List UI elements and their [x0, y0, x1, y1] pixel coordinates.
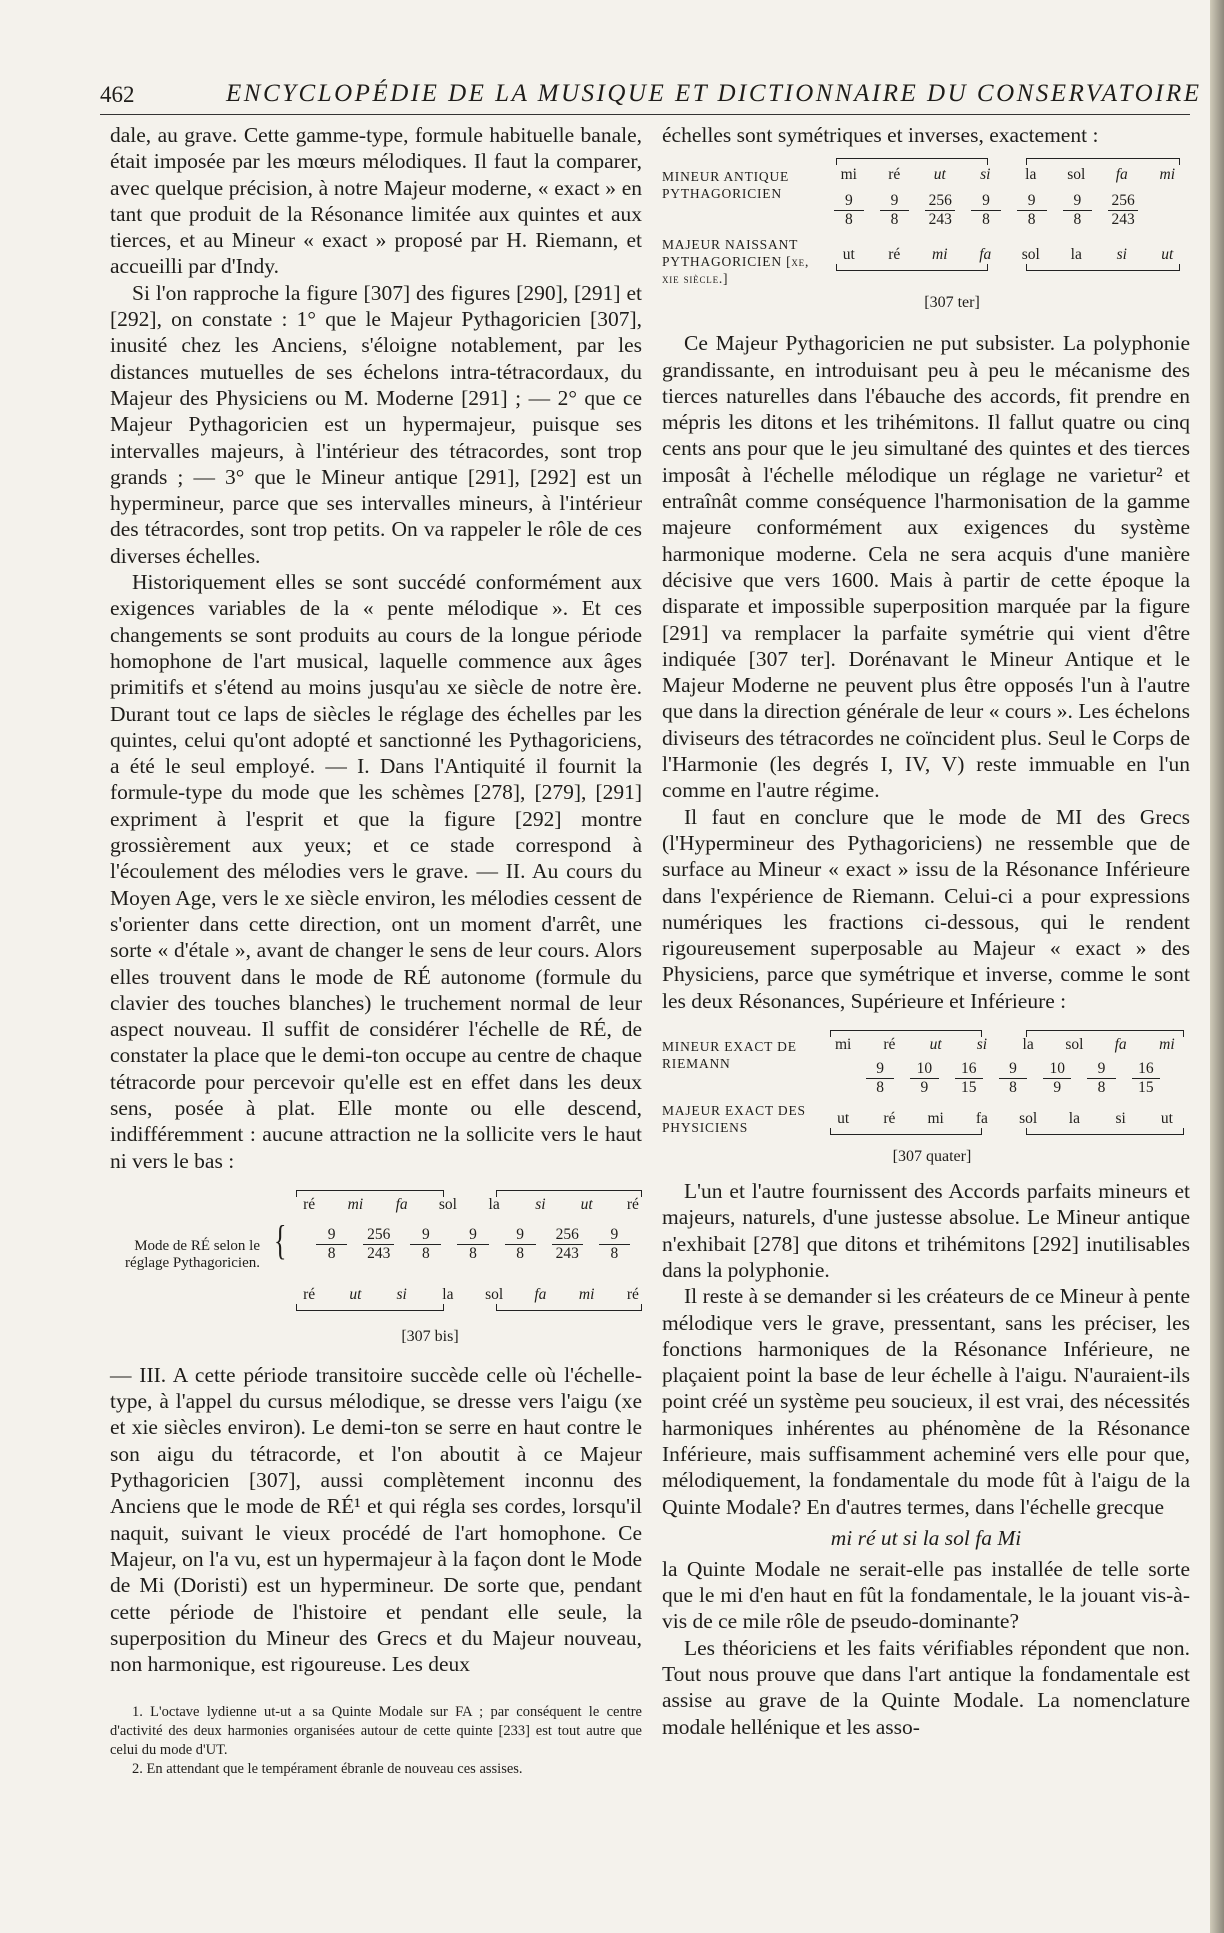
note-name: si — [535, 1195, 546, 1213]
ratio-denominator: 8 — [469, 1244, 477, 1262]
note-name: si — [396, 1285, 407, 1303]
note-name: la — [488, 1195, 500, 1213]
note-name: si — [1115, 1110, 1126, 1128]
ratio-denominator: 8 — [844, 211, 853, 229]
ratio — [872, 192, 918, 229]
paragraph: Il reste à se demander si les créateurs de ce Mineur à pente mélodique vers le grave, pressentant, sans les préciser, les fonctions harmoniques de la Résonance Inférieure, ne plaçaient point la base de leur échelle à l'aigu. N'auraient-ils point créé un système peu soucieux, il est vrai, des nécessités harmoniques inhérentes au phénomène de la Résonance Inférieure, mais suffisamment acheminé vers elle pour que, mélodiquement, la fondamentale du mode fût à l'aigu de la Quinte Modale? En d'autres termes, dans l'échelle grecque — [662, 1284, 1190, 1519]
figure-label-bottom: MAJEUR EXACT DES PHYSICIENS — [662, 1103, 806, 1136]
note-name: mi — [578, 1285, 595, 1303]
ratio-numerator: 9 — [1063, 192, 1093, 211]
ratio — [1124, 1060, 1168, 1097]
ratio — [1009, 192, 1055, 229]
ratio-denominator: 243 — [928, 211, 952, 229]
figure-label-bottom: MAJEUR NAISSANT PYTHAGORICIEN [xe, xie siècle.] — [662, 237, 810, 287]
ratio-row — [308, 1226, 638, 1263]
note-name: mi — [347, 1195, 364, 1213]
ratio-numerator: 9 — [834, 192, 864, 211]
note-name: ré — [626, 1195, 639, 1213]
ratio — [826, 192, 872, 229]
note-name: sol — [485, 1285, 504, 1303]
ratio-denominator: 8 — [610, 1244, 619, 1262]
note-name: sol — [1019, 1110, 1038, 1128]
note-name: ré — [883, 1036, 896, 1054]
ratio-denominator: 8 — [1073, 211, 1082, 229]
footnote: 1. L'octave lydienne ut-ut a sa Quinte Modale sur FA ; par conséquent le centre d'activité des deux harmonies organisées autour de cette quinte [233] est tout autre que celui du mode d'UT. — [110, 1704, 642, 1759]
note-name: si — [1116, 246, 1127, 264]
ratio-denominator: 15 — [1138, 1079, 1154, 1097]
ratio-numerator: 10 — [1043, 1060, 1071, 1079]
note-name: fa — [1114, 1036, 1127, 1054]
ratio — [1079, 1060, 1123, 1097]
note-name: fa — [1115, 166, 1128, 184]
ratio — [858, 1060, 902, 1097]
note-name: sol — [1067, 166, 1086, 184]
figure-307-bis: Mode de RÉ selon le réglage Pythagoricien. { ré mi fa sol la si ut ré $\frac{9}{8}$ $\frac{256}{243}$ $\frac{9}{8}$ $\frac{9}{8}$ $\frac{9}{8}$ $\frac{256}{243}$ $\frac{9}{8}$ ré ut si la sol fa mi ré [307 bis] — [110, 1186, 642, 1356]
note-name: ré — [626, 1285, 639, 1303]
note-name: la — [1070, 246, 1082, 264]
figure-caption: [307 quater] — [892, 1148, 972, 1166]
paragraph: échelles sont symétriques et inverses, exactement : — [662, 123, 1099, 147]
ratio — [308, 1226, 355, 1263]
ratio — [591, 1226, 638, 1263]
note-name: la — [1022, 1036, 1034, 1054]
figure-label: Mode de RÉ selon le réglage Pythagoricien. — [125, 1237, 260, 1271]
ratio-denominator: 8 — [876, 1079, 885, 1097]
ratio-numerator: 9 — [880, 192, 910, 211]
ratio — [544, 1226, 591, 1263]
note-name: sol — [1065, 1036, 1084, 1054]
note-name: ut — [1160, 1110, 1173, 1128]
note-name: fa — [975, 1110, 988, 1128]
ratio — [902, 1060, 946, 1097]
note-name: ut — [842, 246, 855, 264]
ratio — [449, 1226, 496, 1263]
note-name: sol — [438, 1195, 457, 1213]
ratio — [497, 1226, 544, 1263]
figure-307-quater — [662, 1028, 1190, 1178]
note-name: mi — [840, 166, 857, 184]
note-name: ut — [349, 1285, 362, 1303]
ratio-numerator: 9 — [866, 1060, 894, 1079]
scale-top-row — [820, 1036, 1190, 1054]
note-name: fa — [395, 1195, 408, 1213]
ratio-denominator: 8 — [1027, 211, 1036, 229]
ratio-denominator: 8 — [327, 1244, 336, 1262]
right-column — [662, 122, 1190, 1740]
ratio — [1055, 192, 1101, 229]
paragraph: Ce Majeur Pythagoricien ne put subsister. La polyphonie grandissante, en introduisant peu à peu le mécanisme des tierces naturelles dans l'ébauche des accords, fit prendre en mépris les ditons et les trihémitons. Il fallut quatre ou cinq cents ans pour que le jeu simultané des quintes et des tierces imposât à l'échelle mélodique un réglage ne varietur² et entraînât comme conséquence l'harmonisation de la gamme majeure conformément aux exigences du système harmonique moderne. Cela ne sera acquis d'une manière décisive que vers 1600. Mais à partir de cette époque la disparate et impossible superposition marquée par la figure [291] va remplacer la parfaite symétrie qui vient d'être indiquée [307 ter]. Dorénavant le Mineur Antique et le Majeur Moderne ne peuvent plus être opposés l'un à l'autre que dans la direction générale de leur « cours ». Les échelons diviseurs des tétracordes ne coïncident plus. Seul le Corps de l'Harmonie (les degrés I, IV, V) reste immuable en l'un comme en l'autre régime. — [662, 331, 1190, 803]
note-name: sol — [1021, 246, 1040, 264]
figure-307-ter — [662, 152, 1190, 330]
ratio-numerator: 256 — [925, 192, 955, 211]
ratio-denominator: 8 — [421, 1244, 430, 1262]
ratio-numerator: 9 — [971, 192, 1001, 211]
paragraph: L'un et l'autre fournissent des Accords parfaits mineurs et majeurs, naturels, d'une justesse absolue. Le Mineur antique n'exhibait [278] que ditons et trihémitons [292] inutilisables dans la polyphonie. — [662, 1179, 1190, 1282]
paragraph: Historiquement elles se sont succédé conformément aux exigences variables de la « pente mélodique ». Et ces changements se sont produits au cours de la longue période homophone de l'art musical, laquelle commence aux âges primitifs et s'étend au moins jusqu'au xe siècle de notre ère. Durant tout ce laps de siècles le réglage des échelles par les quintes, celui qu'ont adopté et sanctionné les Pythagoriciens, a été le seul employé. — I. Dans l'Antiquité il fournit la formule-type du mode que les schèmes [278], [279], [291] expriment à l'esprit et que la figure [292] montre grossièrement aux yeux; et ce stade correspond à l'écoulement des mélodies vers le grave. — II. Au cours du Moyen Age, vers le xe siècle environ, les mélodies cessent de s'orienter dans cette direction, ont un moment d'arrêt, une sorte « d'étale », avant de changer le sens de leur cours. Alors elles trouvent dans le mode de RÉ autonome (formule du clavier des touches blanches) le truchement normal de leur aspect nouveau. Il suffit de considérer l'échelle de RÉ, de constater la place que le demi-ton occupe au centre de chaque tétracorde pour percevoir qu'elle est en effet dans les deux sens, posée à plat. Elle monte ou elle descend, indifféremment : aucune attraction ne la sollicite vers le haut ni vers le bas : — [110, 570, 642, 1173]
note-name: mi — [927, 1110, 944, 1128]
paragraph: Si l'on rapproche la figure [307] des figures [290], [291] et [292], on constate : 1° que le Majeur Pythagoricien [307], inusité chez les Anciens, s'éloigne notablement, par les distances mutuelles de ses échelons intra-tétracordaux, du Majeur des Physiciens ou M. Moderne [291] ; — 2° que ce Majeur Pythagoricien est un hypermajeur, puisque ses intervalles majeurs, à l'intérieur des tétracordes, sont trop grands ; — 3° que le Mineur antique [291], [292] est un hypermineur, parce que ses intervalles mineurs, à l'intérieur des tétracordes, sont trop petits. On va rappeler le rôle de ces diverses échelles. — [110, 280, 642, 568]
scale-top-row — [826, 166, 1190, 184]
ratio-numerator: 256 — [363, 1226, 394, 1245]
ratio-denominator: 8 — [516, 1244, 524, 1262]
ratio — [947, 1060, 991, 1097]
note-name: la — [442, 1285, 454, 1303]
footnote: 2. En attendant que le tempérament ébranle de nouveau ces assises. — [132, 1761, 523, 1778]
ratio-denominator: 15 — [960, 1079, 977, 1097]
note-name: ré — [883, 1110, 896, 1128]
note-name: ut — [580, 1195, 593, 1213]
note-name: fa — [534, 1285, 547, 1303]
figure-label-top: MINEUR EXACT DE RIEMANN — [662, 1039, 797, 1072]
note-name: ré — [888, 246, 901, 264]
note-name: mi — [1159, 166, 1175, 184]
note-name: ré — [888, 166, 901, 184]
note-name: ut — [933, 166, 946, 184]
ratio-row — [858, 1060, 1168, 1097]
page-header — [100, 78, 1202, 115]
ratio — [991, 1060, 1035, 1097]
ratio-denominator: 243 — [1111, 211, 1135, 229]
ratio-denominator: 243 — [367, 1244, 391, 1262]
scale-top-row — [286, 1196, 656, 1214]
ratio-numerator: 10 — [910, 1060, 938, 1079]
ratio-numerator: 9 — [457, 1226, 488, 1245]
ratio — [402, 1226, 449, 1263]
ratio-numerator: 9 — [599, 1226, 630, 1245]
ratio-denominator: 9 — [920, 1079, 929, 1097]
note-name: mi — [932, 246, 948, 264]
greek-scale-line: mi ré ut si la sol fa Mi — [830, 1525, 1022, 1550]
scale-bottom-row — [826, 246, 1190, 264]
note-name: si — [980, 166, 991, 184]
scale-bottom-row — [286, 1286, 656, 1304]
ratio — [963, 192, 1009, 229]
paragraph: la Quinte Modale ne serait-elle pas installée de telle sorte que le mi d'en haut en fût la fondamentale, le la jouant vis-à-vis de ce mile rôle de pseudo-dominante? — [662, 1556, 1190, 1634]
left-column — [110, 122, 642, 1779]
paragraph: Il faut en conclure que le mode de MI des Grecs (l'Hypermineur des Pythagoriciens) ne ressemble que de surface au Mineur « exact » issu de la Résonance Inférieure dans l'expérience de Riemann. Celui-ci a pour expressions numériques les fractions ci-dessous, qui le rendent rigoureusement superposable au Majeur « exact » des Physiciens, parce que symétrique et inverse, comme le sont les deux Résonances, Supérieure et Inférieure : — [662, 804, 1190, 1013]
note-name: ut — [929, 1036, 942, 1054]
ratio-numerator: 9 — [410, 1226, 441, 1245]
figure-caption: [307 bis] — [401, 1327, 459, 1345]
ratio-numerator: 9 — [505, 1226, 536, 1245]
page-number: 462 — [100, 82, 135, 107]
ratio-denominator: 8 — [1009, 1079, 1017, 1097]
ratio-numerator: 256 — [1108, 192, 1138, 211]
ratio-numerator: 256 — [552, 1226, 583, 1245]
footnotes — [110, 1703, 642, 1779]
note-name: ré — [303, 1195, 316, 1213]
ratio — [355, 1226, 402, 1263]
ratio-denominator: 8 — [890, 211, 899, 229]
ratio-numerator: 16 — [1132, 1060, 1160, 1079]
ratio-row — [826, 192, 1146, 229]
ratio-numerator: 9 — [1017, 192, 1047, 211]
note-name: mi — [1159, 1036, 1175, 1054]
ratio — [1035, 1060, 1079, 1097]
ratio-numerator: 9 — [316, 1226, 347, 1245]
ratio-denominator: 9 — [1053, 1079, 1062, 1097]
note-name: mi — [834, 1036, 852, 1054]
ratio-denominator: 243 — [555, 1244, 579, 1262]
paragraph: dale, au grave. Cette gamme-type, formule habituelle banale, était imposée par les mœurs mélodiques. Il faut la comparer, avec quelque précision, à notre Majeur moderne, « exact » en tant que produit de la Résonance limitée aux quintes et aux tierces, et au Mineur « exact » proposé par H. Riemann, et accueilli par d'Indy. — [110, 123, 642, 279]
note-name: ut — [1161, 246, 1174, 264]
note-name: la — [1068, 1110, 1080, 1128]
ratio — [1100, 192, 1146, 229]
ratio-numerator: 9 — [1087, 1060, 1115, 1079]
figure-label-top: MINEUR ANTIQUE PYTHAGORICIEN — [662, 169, 790, 202]
ratio-denominator: 8 — [982, 211, 990, 229]
figure-caption: [307 ter] — [924, 294, 980, 312]
scale-bottom-row — [820, 1110, 1190, 1128]
running-head: ENCYCLOPÉDIE DE LA MUSIQUE ET DICTIONNAIRE DU CONSERVATOIRE — [226, 80, 1202, 107]
ratio — [917, 192, 963, 229]
note-name: fa — [979, 246, 992, 264]
ratio-denominator: 8 — [1097, 1079, 1106, 1097]
page-edge — [1210, 0, 1224, 1933]
ratio-numerator: 9 — [999, 1060, 1027, 1079]
note-name: ré — [303, 1285, 316, 1303]
note-name: si — [976, 1036, 988, 1054]
ratio-numerator: 16 — [955, 1060, 983, 1079]
paragraph: — III. A cette période transitoire succède celle où l'échelle-type, à l'appel du cursus mélodique, se dresse vers l'aigu (xe et xie siècles environ). Le demi-ton se serre en haut contre le son aigu du tétracorde, et l'on aboutit à ce Majeur Pythagoricien [307], aussi complètement inconnu des Anciens que le mode de RÉ¹ et qui régla ses cordes, lorsqu'il naquit, suivant le vieux procédé de l'art homophone. Ce Majeur, on l'a vu, est un hypermajeur à la façon dont le Mode de Mi (Doristi) est un hypermineur. De sorte que, pendant cette période de l'histoire et pendant elle seule, la superposition du Mineur des Grecs et du Majeur nouveau, non harmonique, est rigoureuse. Les deux — [110, 1362, 642, 1677]
note-name: ut — [837, 1110, 850, 1128]
paragraph: Les théoriciens et les faits vérifiables répondent que non. Tout nous prouve que dans l'art antique la fondamentale est assise au grave de la Quinte Modale. La nomenclature modale hellénique et les asso- — [662, 1635, 1190, 1739]
note-name: la — [1025, 166, 1037, 184]
